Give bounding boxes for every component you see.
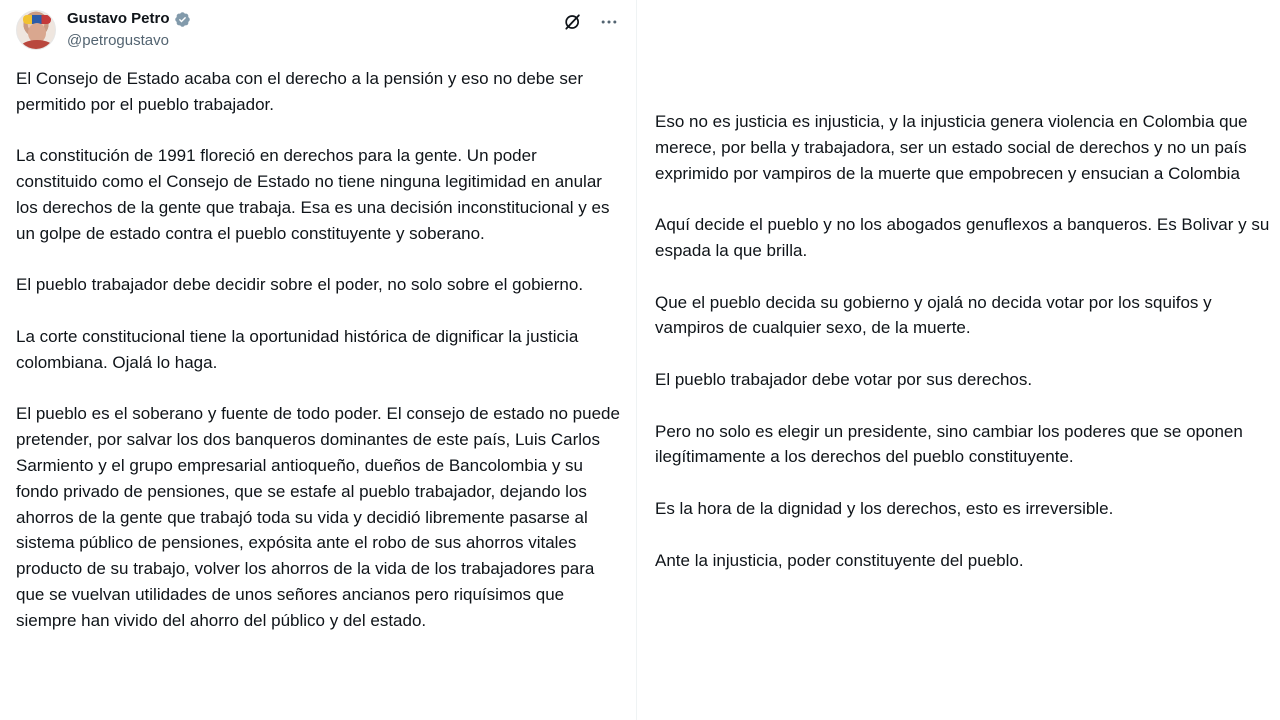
post-paragraph: Que el pueblo decida su gobierno y ojalá no decida votar por los squifos y vampiros de cualquier sexo, de la muerte.: [655, 292, 1212, 338]
post-header: [16, 8, 626, 56]
post-paragraph: El pueblo es el soberano y fuente de todo poder. El consejo de estado no puede pretender, por salvar los dos banqueros dominantes de este país, Luis Carlos Sarmiento y el grupo empresarial antioqueño, dueños de Bancolombia y su fondo privado de pensiones, que se estafe al pueblo trabajador, dejando los ahorros de la gente que trabajó toda su vida y decidió libremente pasarse al sistema público de pensiones, expósita ante el robo de sus ahorros vitales producto de su trabajo, volver los ahorros de la vida de los trabajadores para que se vuelvan utilidades de unos señores ancianos pero riquísimos que siempre han vivido del ahorro del público y del estado.: [16, 404, 620, 630]
author-display-name[interactable]: Gustavo Petro: [67, 10, 170, 27]
post-paragraph: Eso no es justicia es injusticia, y la injusticia genera violencia en Colombia que merece, por bella y trabajadora, ser un estado social de derechos y no un país exprimido por vampiros de la muerte que empobrecen y ensucian a Colombia: [655, 112, 1248, 183]
post-paragraph: El Consejo de Estado acaba con el derecho a la pensión y eso no debe ser permitido por el pueblo trabajador.: [16, 69, 584, 114]
post-paragraph: Ante la injusticia, poder constituyente del pueblo.: [655, 550, 1024, 570]
post-paragraph: Pero no solo es elegir un presidente, sino cambiar los poderes que se oponen ilegítimamente a los derechos del pueblo constituyente.: [655, 421, 1243, 467]
post-paragraph: Aquí decide el pueblo y no los abogados genuflexos a banqueros. Es Bolivar y su espada la que brilla.: [655, 215, 1270, 260]
avatar-shoulders: [20, 40, 54, 50]
author-name-row[interactable]: [67, 9, 191, 29]
author-handle[interactable]: @petrogustavo: [67, 32, 169, 49]
more-horizontal-icon[interactable]: [598, 11, 620, 33]
post-paragraph: El pueblo trabajador debe decidir sobre el poder, no solo sobre el gobierno.: [16, 275, 584, 295]
post-text-left: [16, 66, 622, 659]
post-paragraph: La corte constitucional tiene la oportunidad histórica de dignificar la justicia colombiana. Ojalá lo haga.: [16, 326, 579, 372]
post-paragraph: El pueblo trabajador debe votar por sus derechos.: [655, 369, 1033, 389]
post-actions: [562, 10, 620, 34]
post-paragraph: Es la hora de la dignidad y los derechos, esto es irreversible.: [655, 498, 1114, 518]
verified-badge-icon: [174, 11, 191, 28]
post-left-panel: [0, 0, 636, 720]
post-right-panel: [637, 0, 1280, 720]
grok-icon[interactable]: [562, 11, 584, 33]
post-text-right: [655, 109, 1273, 599]
post-paragraph: La constitución de 1991 floreció en derechos para la gente. Un poder constituido como el Consejo de Estado no tiene ninguna legitimidad en anular los derechos de la gente que trabaja. Esa es una decisión inconstitucional y es un golpe de estado contra el pueblo constituyente y soberano.: [16, 146, 610, 243]
avatar[interactable]: [16, 10, 56, 50]
